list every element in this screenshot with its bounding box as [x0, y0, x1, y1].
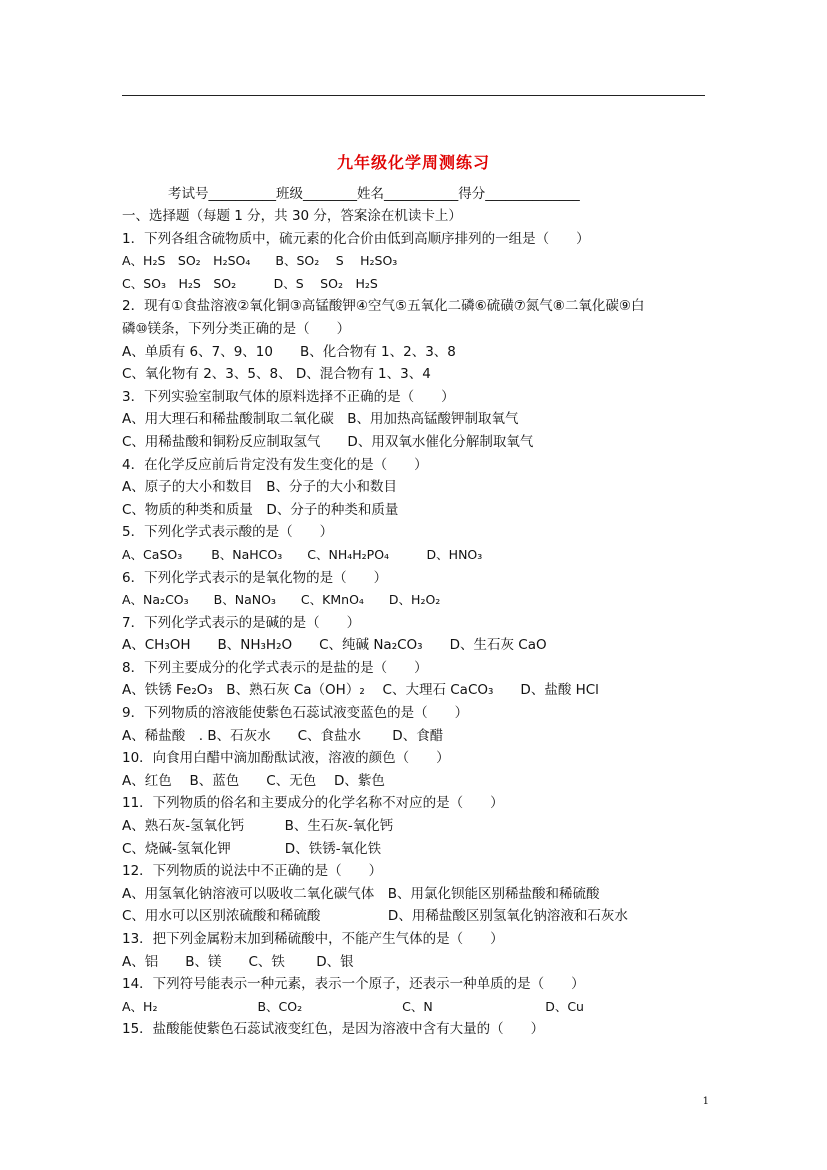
document-title: 九年级化学周测练习 [336, 153, 490, 172]
text-line: 15．盐酸能使紫色石蕊试液变红色，是因为溶液中含有大量的（ ） [122, 1021, 545, 1038]
text-line: 磷⑩镁条，下列分类正确的是（ ） [122, 320, 351, 337]
text-line: A、单质有 6、7、9、10 B、化合物有 1、2、3、8 [122, 343, 456, 360]
text-line: A、红色 B、蓝色 C、无色 D、紫色 [122, 772, 385, 789]
text-line: 2．现有①食盐溶液②氧化铜③高锰酸钾④空气⑤五氧化二磷⑥硫磺⑦氮气⑧二氧化碳⑨白 [122, 298, 645, 315]
text-line: A、铝 B、镁 C、铁 D、银 [122, 953, 354, 970]
text-line: 6．下列化学式表示的是氧化物的是（ ） [122, 569, 388, 586]
text-line: 8．下列主要成分的化学式表示的是盐的是（ ） [122, 659, 428, 676]
text-line: A、原子的大小和数目 B、分子的大小和数目 [122, 479, 397, 496]
text-line: A、CH₃OH B、NH₃H₂O C、纯碱 Na₂CO₃ D、生石灰 CaO [122, 637, 547, 654]
text-line: 3．下列实验室制取气体的原料选择不正确的是（ ） [122, 388, 455, 405]
text-line: A、用大理石和稀盐酸制取二氧化碳 B、用加热高锰酸钾制取氧气 [122, 411, 519, 428]
text-line: 12．下列物质的说法中不正确的是（ ） [122, 863, 383, 880]
text-line: A、熟石灰-氢氧化钙 B、生石灰-氧化钙 [122, 818, 394, 835]
text-line: A、稀盐酸 . B、石灰水 C、食盐水 D、食醋 [122, 727, 444, 744]
text-line: A、用氢氧化钠溶液可以吸收二氧化碳气体 B、用氯化钡能区别稀盐酸和稀硫酸 [122, 885, 600, 902]
text-line: C、用稀盐酸和铜粉反应制取氢气 D、用双氧水催化分解制取氧气 [122, 433, 534, 450]
text-line: A、Na₂CO₃ B、NaNO₃ C、KMnO₄ D、H₂O₂ [122, 592, 441, 608]
text-line: 4．在化学反应前后肯定没有发生变化的是（ ） [122, 456, 428, 473]
text-line: 9．下列物质的溶液能使紫色石蕊试液变蓝色的是（ ） [122, 705, 469, 722]
text-line: A、H₂ B、CO₂ C、N D、Cu [122, 998, 584, 1014]
question-list [122, 205, 712, 1041]
page-number: 1 [702, 1096, 709, 1107]
text-line: C、烧碱-氢氧化钾 D、铁锈-氧化铁 [122, 840, 382, 857]
text-line: 一、选择题（每题 1 分，共 30 分，答案涂在机读卡上） [122, 208, 462, 224]
text-line: A、铁锈 Fe₂O₃ B、熟石灰 Ca（OH）₂ C、大理石 CaCO₃ D、盐酸 HCl [122, 682, 599, 699]
text-line: A、CaSO₃ B、NaHCO₃ C、NH₄H₂PO₄ D、HNO₃ [122, 546, 483, 562]
text-line: 5．下列化学式表示酸的是（ ） [122, 524, 334, 541]
text-line: 7．下列化学式表示的是碱的是（ ） [122, 614, 361, 631]
text-line: 1．下列各组含硫物质中，硫元素的化合价由低到高顺序排列的一组是（ ） [122, 230, 590, 247]
text-line: 14．下列符号能表示一种元素，表示一个原子，还表示一种单质的是（ ） [122, 976, 585, 993]
text-line: C、SO₃ H₂S SO₂ D、S SO₂ H₂S [122, 275, 378, 291]
text-line: C、用水可以区别浓硫酸和稀硫酸 D、用稀盐酸区别氢氧化钠溶液和石灰水 [122, 908, 628, 925]
text-line: 13．把下列金属粉末加到稀硫酸中，不能产生气体的是（ ） [122, 931, 504, 947]
header-rule [122, 95, 705, 96]
student-info-line: 考试号__________班级________姓名___________得分______________ [168, 186, 580, 202]
text-line: A、H₂S SO₂ H₂SO₄ B、SO₂ S H₂SO₃ [122, 253, 398, 269]
text-line: 11．下列物质的俗名和主要成分的化学名称不对应的是（ ） [122, 795, 504, 812]
text-line: 10．向食用白醋中滴加酚酞试液，溶液的颜色（ ） [122, 750, 450, 767]
text-line: C、物质的种类和质量 D、分子的种类和质量 [122, 501, 399, 518]
text-line: C、氧化物有 2、3、5、8、 D、混合物有 1、3、4 [122, 366, 431, 383]
